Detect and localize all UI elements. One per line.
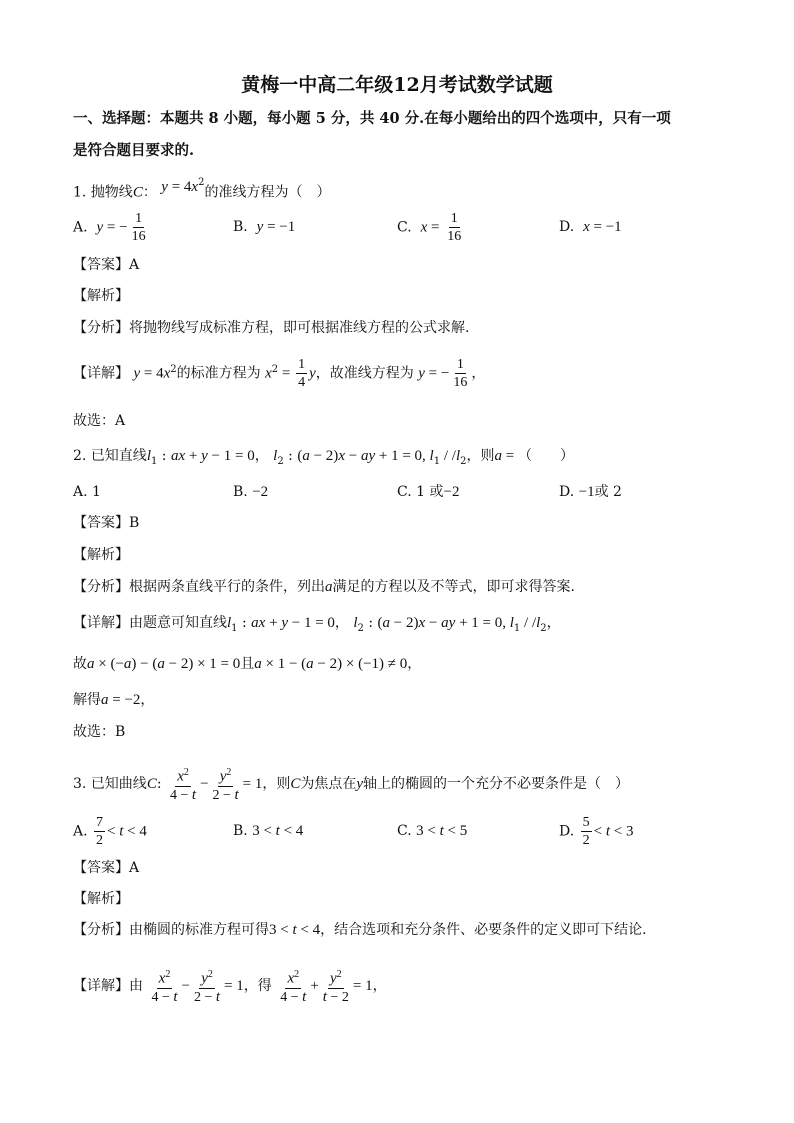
q1-answer: 【答案】A <box>73 257 140 273</box>
q1-option-d: D. x = −1 <box>559 219 622 235</box>
page-title: 黄梅一中高二年级12月考试数学试题 <box>241 74 553 96</box>
q1-option-c: C. x = $\frac{1}{16}$ <box>397 211 462 244</box>
q2-answer: 【答案】B <box>73 515 140 531</box>
q2-stem: 2. 已知直线$l_1$ : ax + y − 1 = 0， $l_2$ : (a − 2)x − ay + 1 = 0, $l_1 / /l_2$，则a = （ ） <box>73 448 574 467</box>
q2-option-b: B. −2 <box>233 484 269 500</box>
q3-option-d: D. $\frac{5}{2}$ < t < 3 <box>559 815 634 848</box>
q2-option-d: D. −1或 2 <box>559 484 622 500</box>
q2-choose: 故选：B <box>73 724 126 740</box>
q1-option-b: B. y = −1 <box>233 219 296 235</box>
section-heading-line-2: 是符合题目要求的. <box>73 142 195 159</box>
q3-analysis-label: 【解析】 <box>73 891 129 907</box>
q3-answer: 【答案】A <box>73 860 140 876</box>
q2-solve: 解得a = −2， <box>73 692 155 708</box>
q2-option-c: C. 1 或−2 <box>397 484 460 500</box>
q2-fenxi: 【分析】根据两条直线平行的条件，列出a满足的方程以及不等式，即可求得答案. <box>73 579 575 595</box>
q3-stem: 3. 已知曲线C: $\frac{x^2}{4 - t}$ − $\frac{y^2}{2 - t}$ = 1，则C为焦点在y轴上的椭圆的一个充分不必要条件是（ ） <box>73 764 629 804</box>
q3-fenxi: 【分析】由椭圆的标准方程可得3 < t < 4，结合选项和充分条件、必要条件的定义即可下结论. <box>73 922 647 938</box>
q1-fenxi: 【分析】将抛物线写成标准方程，即可根据准线方程的公式求解. <box>73 320 470 336</box>
q3-detail: 【详解】由 $\frac{x^2}{4 - t}$ − $\frac{y^2}{2 - t}$ = 1，得 $\frac{x^2}{4 - t}$ + $\frac{y^2}{t - 2}$ = 1， <box>73 966 387 1006</box>
q3-option-c: C. 3 < t < 5 <box>397 823 468 839</box>
q1-option-a: A. y = − $\frac{1}{16}$ <box>73 211 146 244</box>
q3-option-b: B. 3 < t < 4 <box>233 823 304 839</box>
q2-option-a: A. 1 <box>73 484 101 500</box>
q2-analysis-label: 【解析】 <box>73 547 129 563</box>
q1-stem: 1. 抛物线C： $y = 4x^2$的准线方程为（ ） <box>73 177 331 201</box>
q2-detail-eq: 故a × (−a) − (a − 2) × 1 = 0且a × 1 − (a − 2) × (−1) ≠ 0， <box>73 656 422 672</box>
q2-detail: 【详解】由题意可知直线$l_1$ : ax + y − 1 = 0， $l_2$ : (a − 2)x − ay + 1 = 0, $l_1 / /l_2$， <box>73 615 561 634</box>
q1-analysis-label: 【解析】 <box>73 288 129 304</box>
q1-choose: 故选：A <box>73 413 126 429</box>
q1-detail: 【详解】 $y = 4x^2$的标准方程为 $x^2$ = $\frac{1}{4}$ y，故准线方程为 y = − $\frac{1}{16}$ ， <box>73 357 486 390</box>
section-heading-line-1: 一、选择题：本题共 8 小题，每小题 5 分，共 40 分.在每小题给出的四个选项中，只有一项 <box>73 110 671 127</box>
q3-option-a: A. $\frac{7}{2}$ < t < 4 <box>73 815 147 848</box>
